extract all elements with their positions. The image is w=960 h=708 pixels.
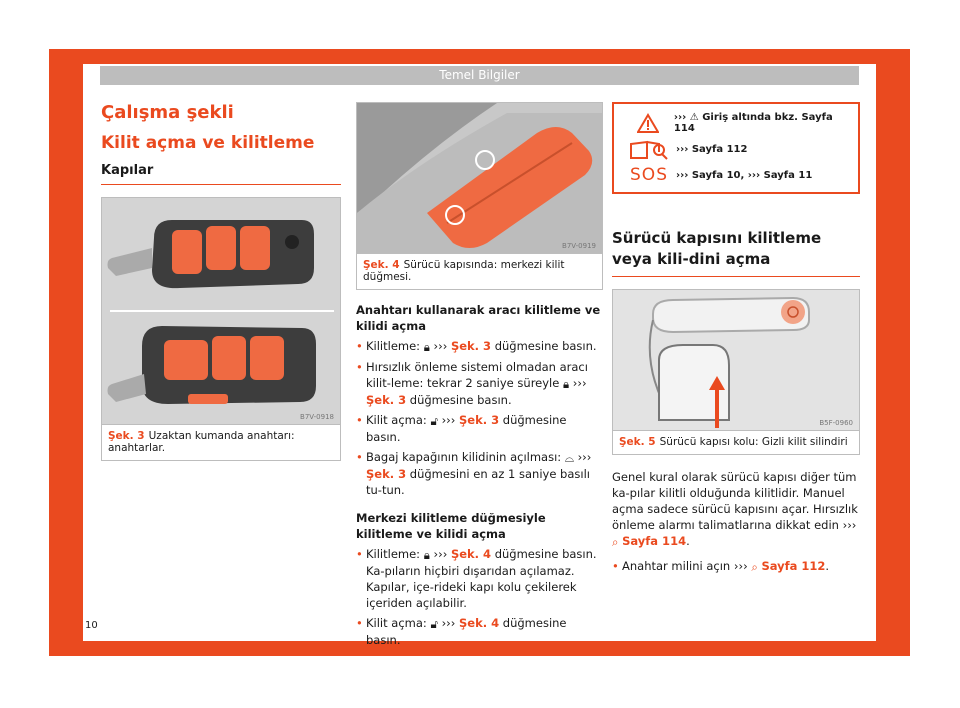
bullet-central-lock: • Kilitleme: 🔒︎ ››› Şek. 4 düğmesine basın. Ka-pıların hiçbiri dışarıdan açılamaz. Kapılar, içe-rideki kapı kolu çekilerek içeriden açılabilir. [356, 546, 603, 611]
body-paragraph: Genel kural olarak sürücü kapısı diğer tüm ka-pılar kilitli olduğunda kilitlidir. Manuel açma sadece sürücü kapısını açar. Hırsızlık önleme alarmı talimatlarına dikkat edin ››› ⌕ Sayfa 114. [612, 470, 858, 549]
column-left [101, 102, 341, 461]
warning-row [622, 162, 850, 188]
remote-key-image [102, 198, 340, 424]
remote-key-illustration [102, 198, 340, 424]
door-handle-illustration [613, 290, 859, 430]
heading-key-locking: Anahtarı kullanarak aracı kilitleme ve kilidi açma [356, 303, 601, 333]
section-heading: Sürücü kapısını kilitleme veya kili-dini açma [612, 228, 860, 277]
subsection-title: Kilit açma ve kilitleme [101, 133, 315, 153]
figure-caption [357, 253, 602, 289]
figure-link[interactable]: Şek. 3 [366, 467, 407, 481]
figure-code: B7V-0918 [300, 413, 334, 421]
door-button-illustration [357, 103, 602, 253]
warning-row [622, 136, 850, 162]
warning-triangle-icon [622, 113, 674, 133]
figure-link[interactable]: Şek. 4 [459, 616, 500, 630]
figure-link[interactable]: Şek. 3 [450, 339, 492, 353]
page-header: Temel Bilgiler [100, 66, 859, 85]
manual-search-icon: ⌕ [751, 560, 758, 574]
section-title: Çalışma şekli [101, 102, 234, 123]
figure-caption [613, 430, 859, 454]
figure-ref: Şek. 5 [619, 436, 656, 448]
bullet-trunk: • Bagaj kapağının kilidinin açılması: ⌓ ››› Şek. 3 düğmesini en az 1 saniye basılı tu-tun. [356, 449, 603, 498]
trunk-icon: ⌓ [564, 451, 574, 465]
warning-text[interactable]: ››› Sayfa 10, ››› Sayfa 11 [676, 169, 813, 181]
bullet-unlock: • Kilit açma: 🔓︎ ››› Şek. 3 düğmesine basın. [356, 412, 603, 445]
warning-row [622, 110, 850, 136]
bullet-key-blade: • Anahtar milini açın ››› ⌕ Sayfa 112. [612, 558, 860, 575]
lock-icon: 🔒︎ [562, 377, 570, 391]
page-link[interactable]: Sayfa 114 [622, 534, 687, 548]
door-button-image [357, 103, 602, 253]
figure-link[interactable]: Şek. 3 [459, 413, 500, 427]
figure-link[interactable]: Şek. 3 [366, 393, 407, 407]
bullet-lock: • Kilitleme: 🔒︎ ››› Şek. 3 düğmesine basın. [356, 338, 603, 355]
figure-code: B5F-0960 [819, 419, 853, 427]
warning-text[interactable]: ››› Sayfa 112 [676, 143, 748, 155]
bullet-lock-no-alarm: • Hırsızlık önleme sistemi olmadan aracı kilit-leme: tekrar 2 saniye süreyle 🔒︎ ››› Şek. 3 düğmesine basın. [356, 359, 603, 408]
page-link[interactable]: Sayfa 112 [761, 559, 826, 573]
figure-link[interactable]: Şek. 4 [450, 547, 492, 561]
caption-text: Uzaktan kumanda anahtarı: anahtarlar. [108, 430, 295, 454]
topic-title: Kapılar [101, 163, 341, 185]
unlock-icon: 🔓︎ [430, 617, 438, 631]
column-middle [356, 102, 603, 652]
figure-ref: Şek. 3 [108, 430, 145, 442]
unlock-icon: 🔓︎ [430, 414, 438, 428]
heading-central-button: Merkezi kilitleme düğmesiyle kilitleme ve kilidi açma [356, 511, 546, 541]
bullet-central-unlock: • Kilit açma: 🔓︎ ››› Şek. 4 düğmesine basın. [356, 615, 603, 648]
figure-caption [102, 424, 340, 460]
manual-search-icon [622, 138, 676, 160]
manual-search-icon: ⌕ [612, 535, 619, 549]
page-number: 10 [85, 620, 98, 631]
caption-text: Sürücü kapısı kolu: Gizli kilit silindiri [659, 436, 848, 448]
figure-4 [356, 102, 603, 290]
sos-icon: SOS [630, 165, 668, 185]
figure-code: B7V-0919 [562, 242, 596, 250]
lock-icon: 🔒︎ [423, 340, 430, 354]
column-right [612, 102, 860, 579]
figure-ref: Şek. 4 [363, 259, 400, 271]
door-handle-image [613, 290, 859, 430]
caption-text: Sürücü kapısında: merkezi kilit düğmesi. [363, 259, 565, 283]
figure-3 [101, 197, 341, 461]
warning-text[interactable]: ››› ⚠ Giriş altında bkz. Sayfa 114 [673, 112, 833, 134]
lock-icon: 🔒︎ [423, 548, 430, 562]
warning-box [612, 102, 860, 194]
figure-5 [612, 289, 860, 455]
